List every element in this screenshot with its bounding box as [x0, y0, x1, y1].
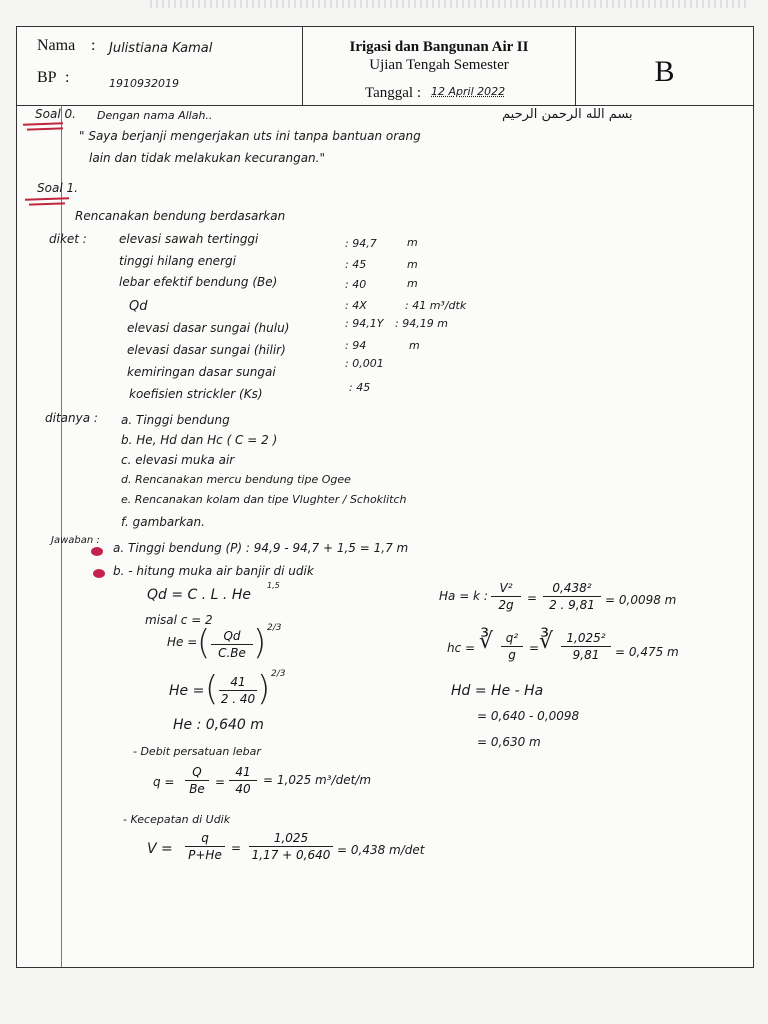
known-value: : 94 — [345, 339, 367, 352]
hc-fraction-1 — [501, 631, 523, 662]
asked-item: b. He, Hd dan Hc ( C = 2 ) — [121, 433, 278, 447]
equals-sign: = — [529, 641, 540, 655]
hc-numerator: q² — [505, 631, 519, 645]
known-value: : 45 — [349, 381, 371, 394]
v-lhs: V = — [147, 841, 173, 857]
ha-result: = 0,0098 m — [605, 593, 677, 607]
known-value: : 94,7 — [345, 237, 377, 250]
ha-numerator: V² — [499, 581, 513, 595]
qd-exponent: 1,5 — [267, 581, 280, 590]
he-result: He : 0,640 m — [173, 717, 264, 733]
misal-line: misal c = 2 — [145, 613, 213, 627]
fraction-bar — [491, 596, 521, 597]
he2-numerator: 41 — [230, 675, 246, 689]
student-info-cell — [17, 27, 303, 105]
ha-fraction-2 — [543, 581, 601, 612]
q-fraction-2 — [229, 765, 257, 796]
red-underline — [27, 127, 63, 130]
v-fraction-2 — [249, 831, 333, 862]
known-unit: m — [409, 339, 420, 352]
asked-item: a. Tinggi bendung — [121, 413, 230, 427]
student-bp: 1910932019 — [109, 77, 179, 90]
known-value: : 0,001 — [345, 357, 384, 370]
soal0-label: Soal 0. — [35, 107, 76, 121]
he2-exponent: 2/3 — [271, 669, 286, 679]
he-exponent: 2/3 — [267, 623, 282, 633]
known-value: : 40 — [345, 278, 367, 291]
known-value: : 45 — [345, 258, 367, 271]
equals-sign: = — [215, 775, 226, 789]
q-denominator: Be — [189, 782, 205, 796]
kecepatan-label: - Kecepatan di Udik — [123, 813, 231, 826]
known-unit: : 41 m³/dtk — [405, 299, 467, 312]
fraction-bar — [185, 846, 225, 847]
v-fraction-1 — [185, 831, 225, 862]
hc-denominator: g — [508, 648, 516, 662]
v-denominator: P+He — [188, 848, 222, 862]
red-bullet — [93, 569, 105, 578]
asked-item: c. elevasi muka air — [121, 453, 235, 467]
scan-artifact — [150, 0, 750, 8]
fraction-bar — [501, 646, 523, 647]
course-cell — [303, 27, 576, 105]
basmalah-text: بسم الله الرحمن الرحيم — [502, 107, 633, 122]
answer-b: b. - hitung muka air banjir di udik — [113, 564, 314, 578]
he-denominator: C.Be — [218, 646, 246, 660]
he-lhs: He = — [167, 635, 198, 649]
soal1-intro: Rencanakan bendung berdasarkan — [75, 209, 286, 223]
answer-a: a. Tinggi bendung (P) : 94,9 - 94,7 + 1,5 = 1,7 m — [113, 541, 409, 555]
v-numerator: 1,025 — [273, 831, 309, 845]
tanggal-label: Tanggal : — [365, 85, 422, 101]
he2-fraction — [219, 675, 257, 706]
hc-result: = 0,475 m — [615, 645, 679, 659]
colon: : — [91, 37, 96, 54]
grade-letter: B — [654, 55, 675, 88]
red-bullet — [91, 547, 103, 556]
known-name: koefisien strickler (Ks) — [129, 387, 263, 401]
q-denominator: 40 — [235, 782, 251, 796]
fraction-bar — [229, 780, 257, 781]
known-unit: m — [407, 236, 418, 249]
known-name: elevasi dasar sungai (hilir) — [127, 343, 286, 357]
paren-left: ( — [197, 623, 211, 663]
known-name: kemiringan dasar sungai — [127, 365, 276, 379]
ha-denominator: 2g — [498, 598, 514, 612]
diket-label: diket : — [49, 232, 87, 246]
hd-line2: = 0,640 - 0,0098 — [477, 709, 580, 723]
cube-root-icon: ∛ — [479, 629, 494, 654]
hc-lhs: hc = — [447, 641, 476, 655]
cube-root-icon: ∛ — [539, 629, 554, 654]
sheet-header — [17, 27, 753, 106]
hc-denominator: 9,81 — [572, 648, 600, 662]
he-numerator: Qd — [223, 629, 241, 643]
debit-label: - Debit persatuan lebar — [133, 745, 261, 758]
paren-right: ) — [253, 623, 267, 663]
equals-sign: = — [527, 591, 538, 605]
hc-fraction-2 — [561, 631, 611, 662]
known-name: lebar efektif bendung (Be) — [119, 275, 278, 289]
fraction-bar — [249, 846, 333, 847]
he2-denominator: 2 . 40 — [220, 692, 256, 706]
fraction-bar — [219, 690, 257, 691]
red-underline — [25, 197, 69, 201]
q-numerator: Q — [192, 765, 202, 779]
soal0-line2: " Saya berjanji mengerjakan uts ini tanpa bantuan orang — [79, 129, 421, 143]
hd-line3: = 0,630 m — [477, 735, 541, 749]
v-result: = 0,438 m/det — [337, 843, 425, 857]
v-numerator: q — [201, 831, 209, 845]
he-fraction — [211, 629, 253, 660]
soal1-label: Soal 1. — [37, 181, 78, 195]
hd-line1: Hd = He - Ha — [451, 683, 544, 699]
ha-denominator: 2 . 9,81 — [549, 598, 595, 612]
bp-label: BP — [37, 69, 57, 86]
soal0-line1: Dengan nama Allah.. — [97, 109, 213, 122]
red-underline — [23, 122, 63, 125]
fraction-bar — [185, 780, 209, 781]
known-value: : 94,1Y — [345, 317, 384, 330]
q-fraction-1 — [185, 765, 209, 796]
ha-fraction-1 — [491, 581, 521, 612]
known-name: Qd — [129, 299, 148, 314]
ha-numerator: 0,438² — [552, 581, 592, 595]
hc-numerator: 1,025² — [566, 631, 606, 645]
q-result: = 1,025 m³/det/m — [263, 773, 372, 787]
asked-item: d. Rencanakan mercu bendung tipe Ogee — [121, 473, 351, 486]
known-value: : 4X — [345, 299, 367, 312]
q-lhs: q = — [153, 775, 175, 789]
asked-item: f. gambarkan. — [121, 515, 205, 529]
known-unit: m — [407, 258, 418, 271]
fraction-bar — [543, 596, 601, 597]
exam-date: 12 April 2022 — [431, 85, 506, 98]
soal0-line3: lain dan tidak melakukan kecurangan." — [89, 151, 325, 165]
fraction-bar — [211, 644, 253, 645]
qd-formula: Qd = C . L . He — [147, 587, 251, 603]
v-denominator: 1,17 + 0,640 — [251, 848, 331, 862]
equals-sign: = — [231, 841, 242, 855]
known-unit: m — [407, 277, 418, 290]
colon: : — [65, 69, 70, 86]
asked-item: e. Rencanakan kolam dan tipe Vlughter / Schoklitch — [121, 493, 407, 506]
paren-right: ) — [257, 669, 271, 709]
known-unit: : 94,19 m — [395, 317, 448, 330]
grade-cell — [576, 27, 753, 105]
known-name: elevasi dasar sungai (hulu) — [127, 321, 290, 335]
nama-label: Nama — [37, 37, 76, 54]
exam-name: Ujian Tengah Semester — [369, 57, 509, 73]
known-name: tinggi hilang energi — [119, 254, 236, 268]
fraction-bar — [561, 646, 611, 647]
he2-lhs: He = — [169, 683, 205, 699]
red-underline — [29, 202, 65, 205]
course-title: Irigasi dan Bangunan Air II — [349, 39, 529, 55]
ditanya-label: ditanya : — [45, 411, 98, 425]
student-name: Julistiana Kamal — [109, 41, 213, 56]
q-numerator: 41 — [235, 765, 251, 779]
answer-sheet — [16, 26, 754, 968]
ha-lhs: Ha = k : — [439, 589, 488, 603]
known-name: elevasi sawah tertinggi — [119, 232, 259, 246]
jawaban-label: Jawaban : — [51, 535, 100, 546]
paren-left: ( — [205, 669, 219, 709]
